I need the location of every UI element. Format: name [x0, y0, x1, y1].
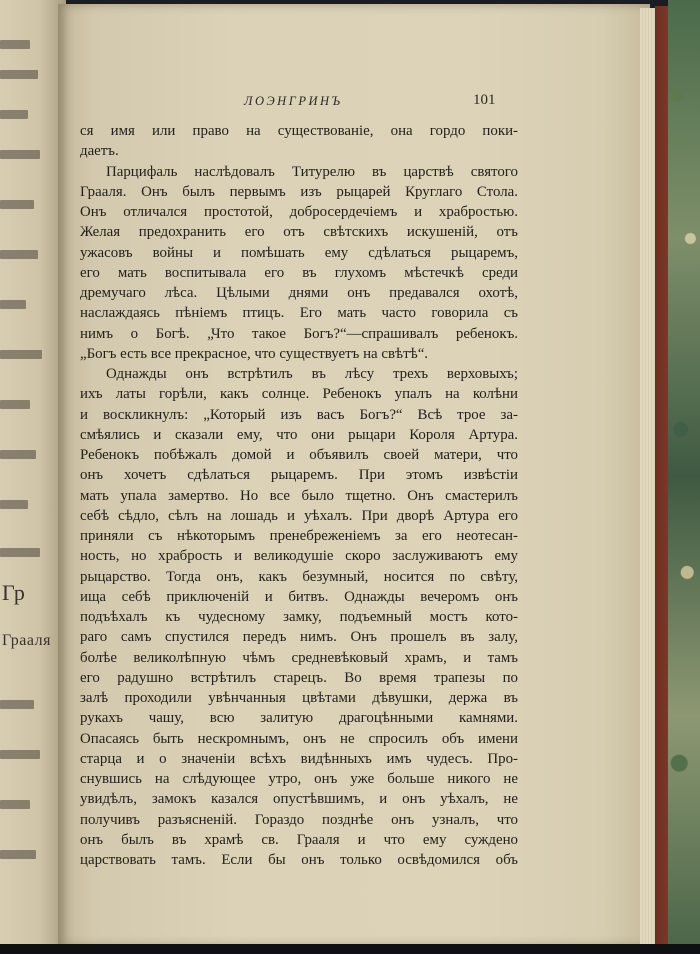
- page-number: 101: [473, 92, 496, 108]
- text-line: Онъ отличался простотой, добросердечіемъ и храбростью.: [80, 204, 518, 220]
- left-text-line: [0, 700, 34, 709]
- running-title: ЛОЭНГРИНЪ: [244, 94, 343, 108]
- left-text-line: [0, 400, 30, 409]
- text-line: онъ хочетъ сдѣлаться рыцаремъ. При этомъ извѣстіи: [80, 467, 518, 484]
- left-text-line: [0, 300, 26, 309]
- text-line: ужасовъ войны и помѣшать ему сдѣлаться рыцаремъ,: [80, 244, 518, 261]
- left-text-line: [0, 350, 42, 359]
- left-text-line: [0, 110, 28, 119]
- text-line: получивъ разъясненій. Гораздо позднѣе онъ узналъ, что: [80, 811, 518, 828]
- text-line: дремучаго лѣса. Цѣлыми днями онъ предавался охотѣ,: [80, 285, 518, 301]
- previous-page-edge: [0, 0, 66, 954]
- text-line: его мать воспитывала его въ глухомъ мѣстечкѣ среди: [80, 264, 518, 281]
- text-line: ся имя или право на существованіе, она гордо поки-: [80, 123, 518, 139]
- left-text-line: [0, 850, 36, 859]
- text-line: подъѣхалъ къ чудесному замку, подъемный мостъ кото-: [80, 609, 518, 625]
- page-text: [80, 121, 518, 870]
- text-line: Грааля. Онъ былъ первымъ изъ рыцарей Круглаго Стола.: [80, 183, 518, 200]
- text-line: и воскликнулъ: „Который изъ васъ Богъ?“ Всѣ трое за-: [80, 406, 518, 423]
- text-line: нимъ о Богѣ. „Что такое Богъ?“—спрашивалъ ребенокъ.: [80, 325, 518, 342]
- text-line: ихъ латы горѣли, какъ солнце. Ребенокъ упалъ на колѣни: [80, 386, 518, 403]
- text-line: ность, но храбрость и великодушіе скоро заслуживаютъ ему: [80, 548, 518, 565]
- text-line: Однажды онъ встрѣтилъ въ лѣсу трехъ верховыхъ;: [106, 366, 518, 382]
- text-line: залѣ проходили увѣнчанныя цвѣтами дѣвушки, держа въ: [80, 690, 518, 706]
- text-line: онъ былъ въ храмѣ св. Грааля и что ему суждено: [80, 831, 518, 848]
- left-text-line: [0, 500, 28, 509]
- marbled-cover: [668, 0, 700, 954]
- left-text-line: [0, 150, 40, 159]
- text-line: рыцарство. Тогда онъ, какъ безумный, носится по свѣту,: [80, 568, 518, 585]
- text-line: его радушно встрѣтилъ старецъ. Во время трапезы по: [80, 669, 518, 686]
- text-line: царствовать тамъ. Если бы онъ только освѣдомился объ: [80, 852, 518, 868]
- text-line: Желая предохранить его отъ свѣтскихъ искушеній, отъ: [80, 224, 518, 241]
- text-line: себѣ сѣдло, сѣлъ на лошадь и уѣхалъ. При дворѣ Артура его: [80, 507, 518, 524]
- text-line: болѣе великолѣпную чѣмъ средневѣковый храмъ, и тамъ: [80, 649, 518, 666]
- left-text-line: [0, 450, 36, 459]
- text-line: Парцифаль наслѣдовалъ Титурелю въ царствѣ святого: [106, 163, 518, 180]
- text-line: ища себѣ приключеній и битвъ. Однажды вечеромъ онъ: [80, 588, 518, 605]
- left-text-line: [0, 250, 38, 259]
- text-line: даетъ.: [80, 143, 119, 160]
- left-text-line: [0, 40, 30, 49]
- text-line: Опасаясь быть нескромнымъ, онъ не спросилъ объ имени: [80, 730, 518, 747]
- left-page-fragment: Гр: [2, 580, 26, 605]
- text-line: старца и о значеніи всѣхъ видѣнныхъ имъ чудесъ. Про-: [80, 750, 518, 767]
- text-line: смѣялись и сказали ему, что они рыцари Короля Артура.: [80, 426, 518, 443]
- text-line: рукахъ чашу, всю залитую драгоцѣнными камнями.: [80, 710, 518, 727]
- left-text-line: [0, 750, 40, 759]
- left-text-line: [0, 200, 34, 209]
- left-text-line: [0, 800, 30, 809]
- text-line: наслаждаясь пѣніемъ птицъ. Его мать часто говорила съ: [80, 305, 518, 322]
- background-bottom: [0, 944, 700, 954]
- text-line: приняли съ нѣкоторымъ пренебреженіемъ за его неотесан-: [80, 528, 518, 544]
- text-line: снувшись на слѣдующее утро, онъ уже больше никого не: [80, 771, 518, 787]
- text-line: „Богъ есть все прекрасное, что существуетъ на свѣтѣ“.: [80, 345, 429, 362]
- text-line: мать упала замертво. Но все было тщетно. Онъ смастерилъ: [80, 487, 518, 504]
- left-page-fragment: Грааля: [2, 632, 51, 649]
- text-line: раго самъ спустился передъ нимъ. Онъ прошелъ въ залу,: [80, 629, 518, 646]
- left-text-line: [0, 548, 40, 557]
- left-text-line: [0, 70, 38, 79]
- text-line: увидѣлъ, замокъ казался опустѣвшимъ, и онъ уѣхалъ, не: [80, 791, 518, 808]
- text-line: Ребенокъ побѣжалъ домой и объявилъ своей матери, что: [80, 447, 518, 463]
